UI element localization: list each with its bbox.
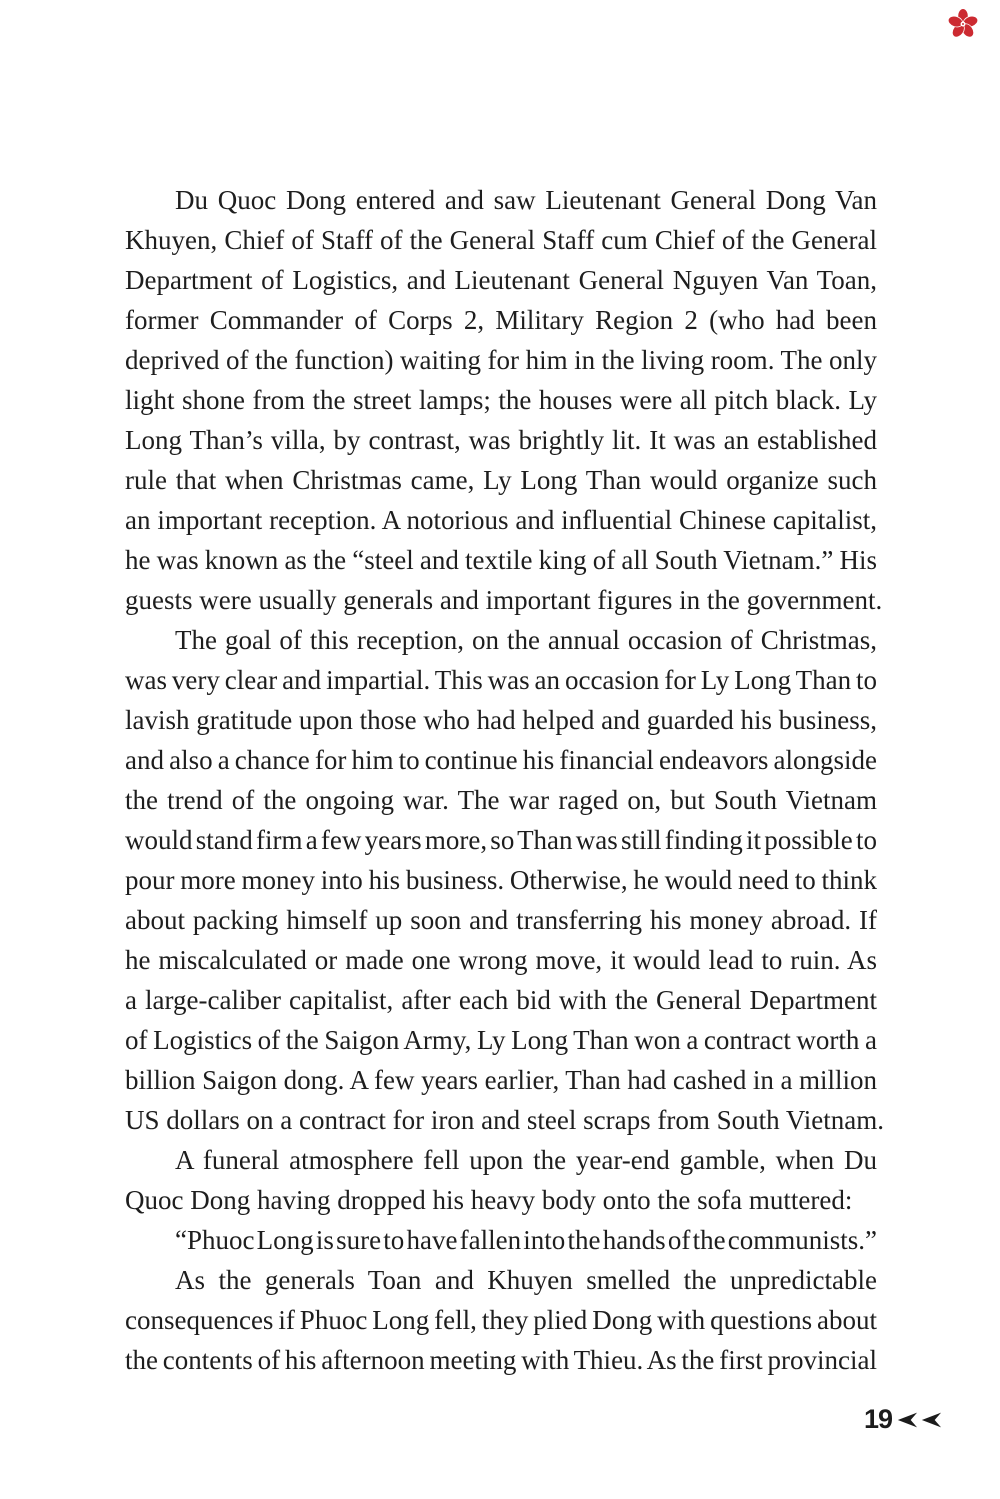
text-line-content: rule that when Christmas came, Ly Long Than would organize such — [125, 465, 877, 495]
text-line-content: a large-caliber capitalist, after each bid with the General Department — [125, 985, 877, 1015]
text-line — [125, 500, 877, 540]
text-line-content: US dollars on a contract for iron and steel scraps from South Vietnam. — [125, 1105, 884, 1135]
text-line-content: A funeral atmosphere fell upon the year-end gamble, when Du — [175, 1145, 877, 1175]
body-text — [125, 180, 884, 1380]
text-line — [125, 940, 877, 980]
text-line-content: an important reception. A notorious and influential Chinese capitalist, — [125, 505, 877, 535]
text-line — [125, 180, 877, 220]
red-flower-icon — [948, 9, 978, 39]
text-line-content: light shone from the street lamps; the houses were all pitch black. Ly — [125, 385, 877, 415]
page-number: 19 — [863, 1404, 892, 1434]
left-arrow-icon — [896, 1410, 918, 1430]
text-line-content: lavish gratitude upon those who had helped and guarded his business, — [125, 705, 877, 735]
text-line-content: former Commander of Corps 2, Military Region 2 (who had been — [125, 305, 877, 335]
text-line — [125, 1300, 877, 1340]
page-footer — [864, 1404, 942, 1435]
text-line-content: billion Saigon dong. A few years earlier, Than had cashed in a million — [125, 1065, 877, 1095]
text-line-content: As the generals Toan and Khuyen smelled the unpredictable — [175, 1265, 877, 1295]
text-line-content: and also a chance for him to continue his financial endeavors alongside — [125, 745, 877, 775]
text-line-content: The goal of this reception, on the annual occasion of Christmas, — [175, 625, 877, 655]
text-line — [125, 980, 877, 1020]
text-line-content: pour more money into his business. Otherwise, he would need to think — [125, 865, 877, 895]
text-line — [125, 660, 877, 700]
text-line — [125, 780, 877, 820]
text-line — [125, 1140, 877, 1180]
text-line-content: about packing himself up soon and transferring his money abroad. If — [125, 905, 877, 935]
text-line — [125, 1220, 877, 1260]
text-line — [125, 860, 877, 900]
text-line — [125, 620, 877, 660]
text-line — [125, 340, 877, 380]
text-line — [125, 1180, 877, 1220]
text-line-content: was very clear and impartial. This was an occasion for Ly Long Than to — [125, 665, 877, 695]
text-line-content: Department of Logistics, and Lieutenant General Nguyen Van Toan, — [125, 265, 877, 295]
text-line-content: the trend of the ongoing war. The war raged on, but South Vietnam — [125, 785, 877, 815]
text-line — [125, 820, 877, 860]
text-line-content: Du Quoc Dong entered and saw Lieutenant General Dong Van — [175, 185, 877, 215]
text-line — [125, 700, 877, 740]
text-line-content: Khuyen, Chief of Staff of the General Staff cum Chief of the General — [125, 225, 877, 255]
text-line-content: “Phuoc Long is sure to have fallen into the hands of the communists.” — [175, 1225, 877, 1255]
text-line — [125, 740, 877, 780]
text-line — [125, 460, 877, 500]
text-line-content: he was known as the “steel and textile king of all South Vietnam.” His — [125, 545, 877, 575]
text-line — [125, 1340, 877, 1380]
text-line-content: the contents of his afternoon meeting with Thieu. As the first provincial — [125, 1345, 877, 1375]
text-line-content: Long Than’s villa, by contrast, was brightly lit. It was an established — [125, 425, 877, 455]
text-line-content: he miscalculated or made one wrong move, it would lead to ruin. As — [125, 945, 877, 975]
text-line — [125, 1020, 877, 1060]
text-line — [125, 1060, 877, 1100]
text-line — [125, 220, 877, 260]
text-line — [125, 300, 877, 340]
text-line-content: of Logistics of the Saigon Army, Ly Long Than won a contract worth a — [125, 1025, 877, 1055]
text-line — [125, 1100, 884, 1140]
text-line — [125, 580, 883, 620]
left-arrow-icon — [920, 1410, 942, 1430]
text-line-content: consequences if Phuoc Long fell, they plied Dong with questions about — [125, 1305, 877, 1335]
text-line — [125, 380, 877, 420]
text-line — [125, 1260, 877, 1300]
text-line — [125, 420, 877, 460]
text-line — [125, 540, 877, 580]
text-line — [125, 260, 877, 300]
text-line — [125, 900, 877, 940]
text-line-content: guests were usually generals and important figures in the government. — [125, 585, 883, 615]
text-line-content: Quoc Dong having dropped his heavy body onto the sofa muttered: — [125, 1185, 853, 1215]
text-line-content: would stand firm a few years more, so Than was still finding it possible to — [125, 825, 877, 855]
text-line-content: deprived of the function) waiting for him in the living room. The only — [125, 345, 877, 375]
